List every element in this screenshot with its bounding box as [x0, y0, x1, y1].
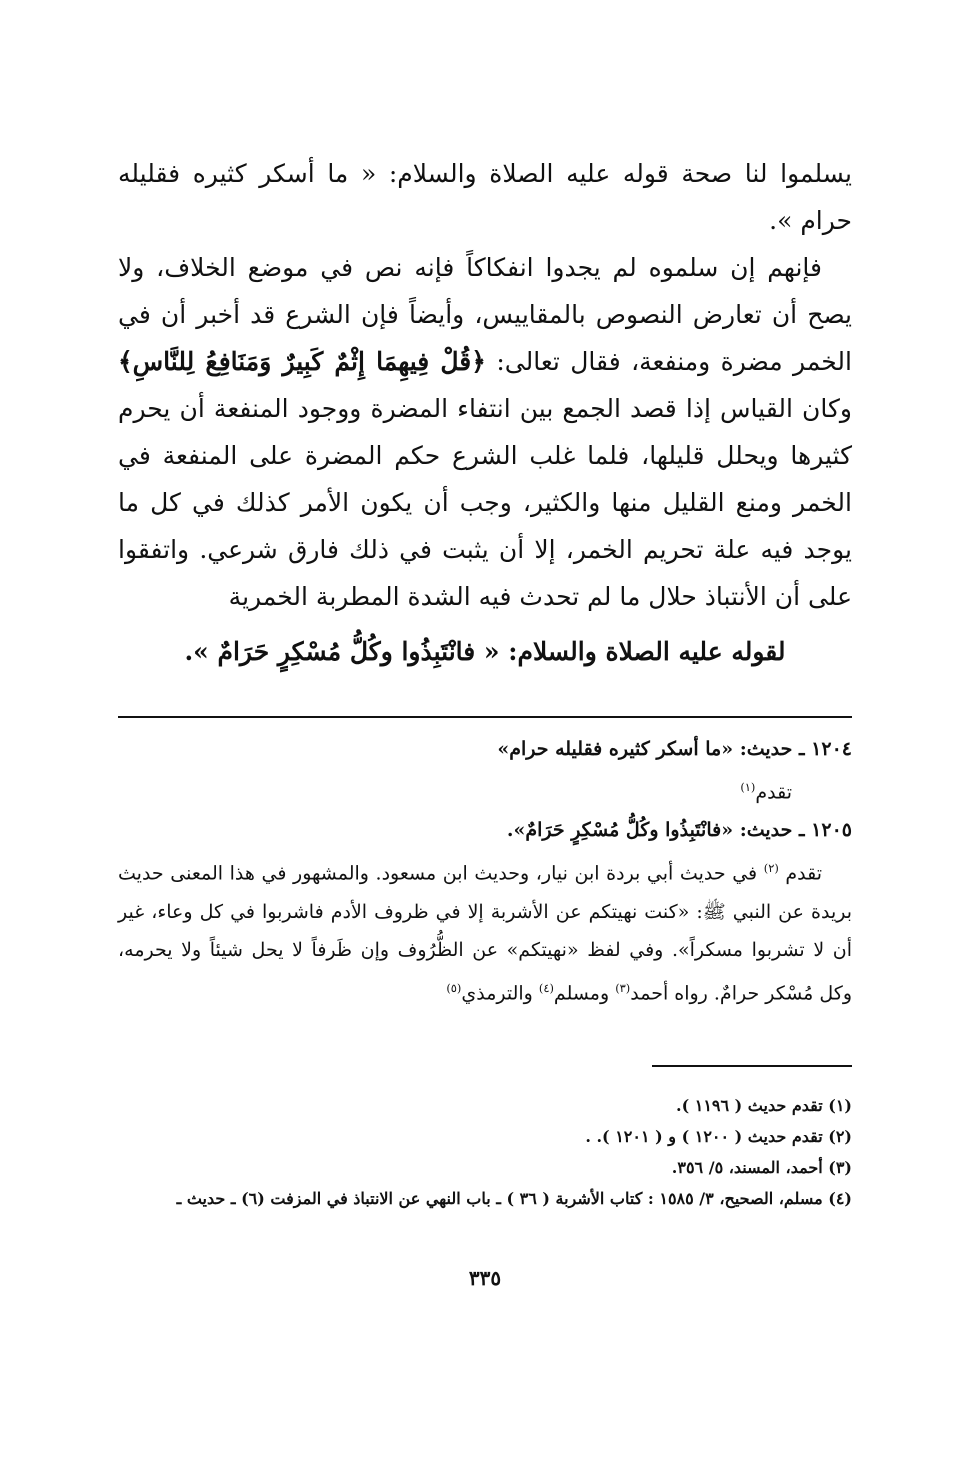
footnotes: [118, 1090, 852, 1214]
footnote-ref-2[interactable]: (٢): [763, 861, 779, 876]
hadith-1205-part-2: في حديث أبي بردة ابن نيار، وحديث ابن مسعود. والمشهور في هذا المعنى حديث بريدة عن النبي ﷺ: «كنت نهيتكم عن الأشربة إلا في ظروف الأدم فاشربوا في كل وعاء، غير أن لا تشربوا مسكراً». وفي لفظ «نهيتكم» عن الظُّرُوف وإن ظَرفاً لا يحل شيئاً ولا يحرمه، وكل مُسْكر حرامٌ. رواه أحمد: [118, 862, 852, 1004]
document-page: [118, 0, 852, 1462]
footnote-ref-4[interactable]: (٤): [538, 980, 554, 995]
page-number: ٣٣٥: [468, 1266, 502, 1290]
paragraph-2-continuation: وكان القياس إذا قصد الجمع بين انتفاء المضرة ووجود المنفعة أن يحرم كثيرها ويحلل قليلها، فلما غلب الشرع حكم المضرة على المنفعة في الخمر ومنع القليل منها والكثير، وجب أن يكون الأمر كذلك في كل ما يوجد فيه علة تحريم الخمر، إلا أن يثبت في ذلك فارق شرعي. واتفقوا على أن الأنتباذ حلال ما لم تحدث فيه الشدة المطربة الخمرية: [118, 394, 852, 611]
paragraph-2-text: فإنهم إن سلموه لم يجدوا انفكاكاً فإنه نص في موضع الخلاف، ولا يصح أن تعارض النصوص بالمقاييس، وأيضاً فإن الشرع قد أخبر أن في الخمر مضرة ومنفعة، فقال تعالى:: [118, 253, 852, 376]
footnote-divider: [652, 1065, 852, 1067]
hadith-quote-line: لقوله عليه الصلاة والسلام: « فانْتَبِذُوا وكُلُّ مُسْكِرٍ حَرَامٌ ».: [184, 637, 786, 666]
footnote-2: (٢) تقدم حديث ( ١٢٠٠ ) و ( ١٢٠١ ). .: [585, 1127, 852, 1146]
hadith-1204-note-text: تقدم: [755, 781, 792, 804]
hadith-commentary: [118, 730, 852, 1012]
hadith-1205-part-1: تقدم: [785, 862, 823, 885]
footnote-ref-1[interactable]: (١): [740, 780, 756, 794]
footnote-3: (٣) أحمد، المسند، ٥/ ٣٥٦.: [671, 1158, 852, 1177]
main-text: [118, 150, 852, 675]
hadith-1205-part-4: والترمذي: [461, 981, 533, 1004]
hadith-1204-title: ١٢٠٤ ـ حديث: «ما أسكر كثيره فقليله حرام»: [497, 738, 852, 760]
paragraph-1: يسلموا لنا صحة قوله عليه الصلاة والسلام: « ما أسكر كثيره فقليله حرام ».: [118, 159, 852, 235]
footnote-4: (٤) مسلم، الصحيح، ٣/ ١٥٨٥ : كتاب الأشربة ( ٣٦ ) ـ باب النهي عن الانتباذ في المزفت (٦) ـ حديث ـ: [176, 1189, 852, 1208]
footnote-ref-3[interactable]: (٣): [615, 980, 631, 995]
quran-verse: ﴿قُلْ فِيهِمَا إِثْمٌ كَبِيرٌ وَمَنَافِعُ لِلنَّاسِ﴾: [118, 347, 486, 376]
paragraph-2: [118, 244, 852, 620]
footnote-1: (١) تقدم حديث ( ١١٩٦ ).: [676, 1096, 852, 1115]
hadith-1204-note: [118, 768, 852, 811]
hadith-1205-title: ١٢٠٥ ـ حديث: «فانْتَبِذُوا وكُلُّ مُسْكِرٍ حَرَامٌ».: [506, 819, 852, 842]
hadith-1205-part-3: ومسلم: [553, 981, 610, 1004]
footnote-ref-5[interactable]: (٥): [446, 980, 462, 995]
main-divider: [118, 716, 852, 718]
hadith-1205-body: [118, 849, 852, 1012]
